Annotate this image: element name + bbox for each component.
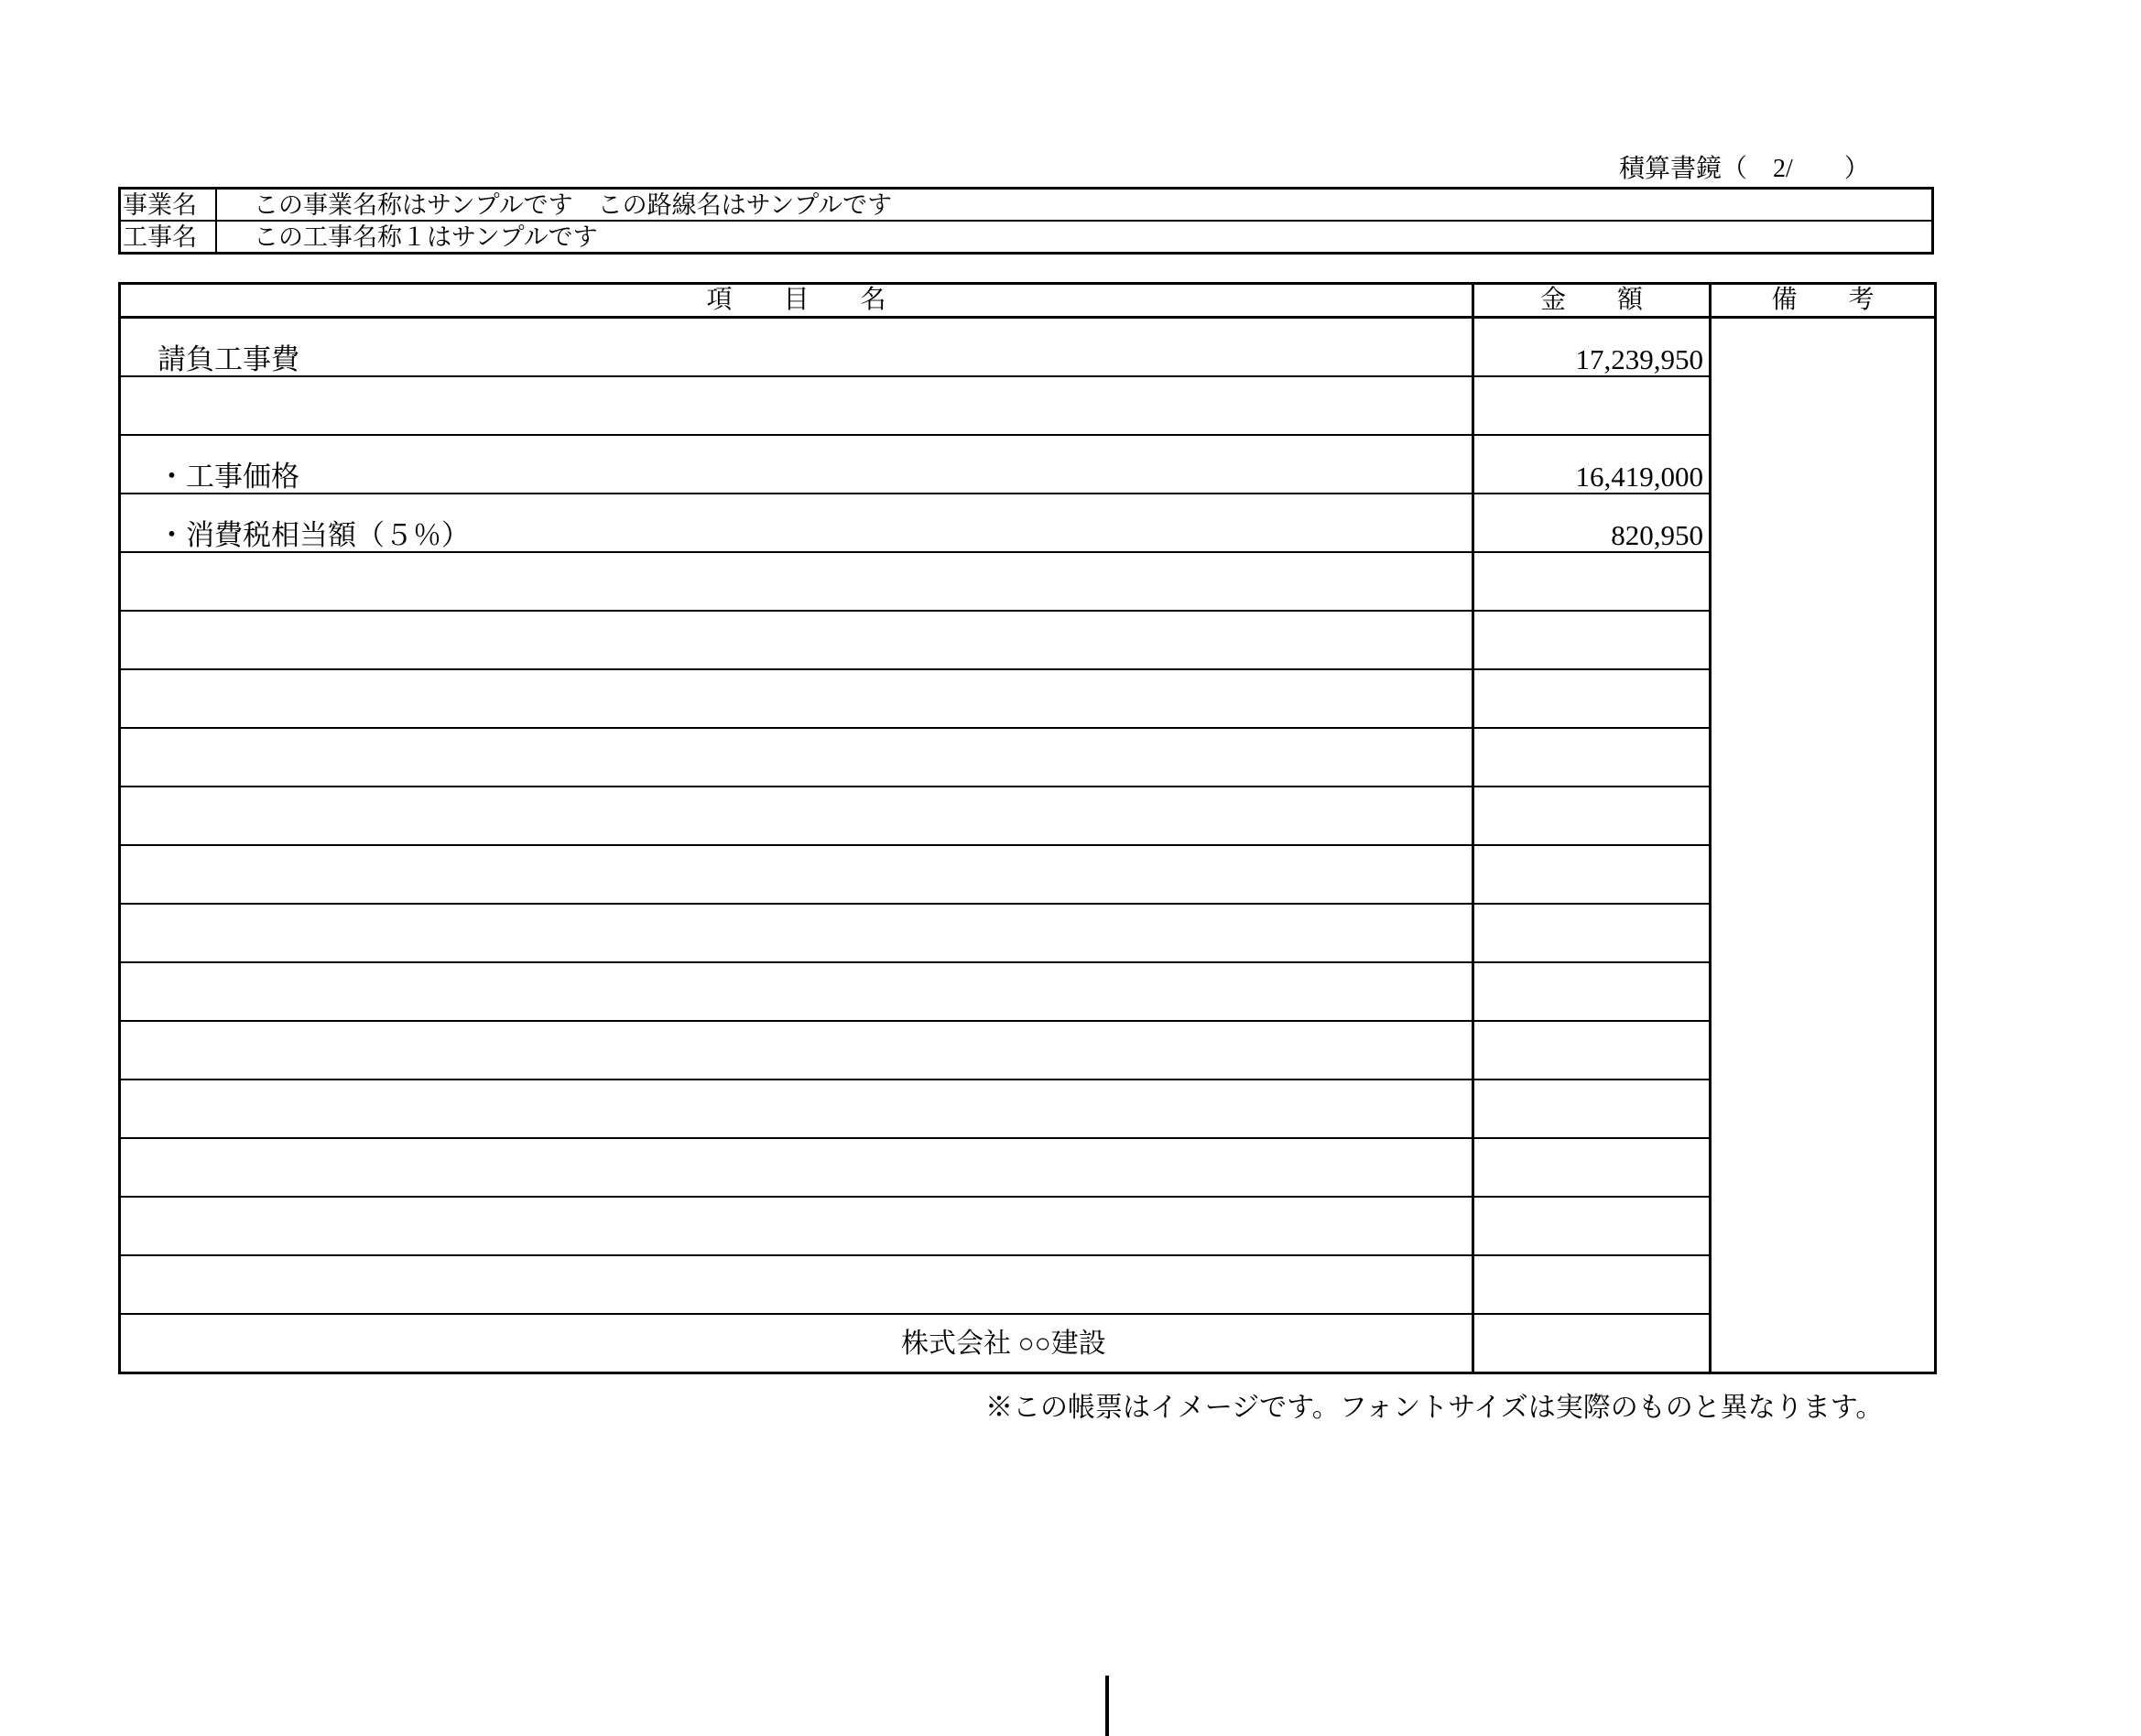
disclaimer-note: ※この帳票はイメージです。フォントサイズは実際のものと異なります。 xyxy=(985,1393,1884,1423)
table-row xyxy=(120,611,1936,669)
amount-cell xyxy=(1473,1314,1711,1373)
item-cell xyxy=(120,552,1473,611)
business-row xyxy=(120,189,1933,222)
amount-cell xyxy=(1473,376,1711,435)
business-label: 事業名 xyxy=(120,189,217,222)
amount-cell xyxy=(1473,669,1711,728)
table-row xyxy=(120,494,1936,552)
column-header-item: 項 目 名 xyxy=(120,284,1473,318)
amount-cell: 17,239,950 xyxy=(1473,318,1711,377)
estimate-table xyxy=(118,282,1937,1374)
item-cell: 請負工事費 xyxy=(120,318,1473,377)
item-cell xyxy=(120,1021,1473,1080)
table-row xyxy=(120,1197,1936,1255)
table-row xyxy=(120,1138,1936,1197)
table-row xyxy=(120,728,1936,787)
item-cell xyxy=(120,1080,1473,1138)
amount-cell: 16,419,000 xyxy=(1473,435,1711,494)
table-row xyxy=(120,1255,1936,1314)
table-header-row xyxy=(120,284,1936,318)
amount-cell xyxy=(1473,552,1711,611)
table-row xyxy=(120,962,1936,1021)
table-row xyxy=(120,318,1936,377)
project-info-box xyxy=(118,187,1934,255)
table-row xyxy=(120,435,1936,494)
amount-cell xyxy=(1473,1197,1711,1255)
item-cell xyxy=(120,904,1473,962)
column-header-note: 備 考 xyxy=(1711,284,1936,318)
item-cell xyxy=(120,1255,1473,1314)
work-value: この工事名称１はサンプルです xyxy=(216,221,1933,254)
column-header-amount: 金 額 xyxy=(1473,284,1711,318)
company-name: 株式会社 ○○建設 xyxy=(901,1329,1106,1359)
amount-cell xyxy=(1473,1255,1711,1314)
amount-cell xyxy=(1473,728,1711,787)
amount-cell xyxy=(1473,962,1711,1021)
item-cell xyxy=(120,787,1473,845)
item-cell xyxy=(120,1314,1473,1373)
table-row xyxy=(120,904,1936,962)
table-row xyxy=(120,552,1936,611)
amount-cell: 820,950 xyxy=(1473,494,1711,552)
item-cell xyxy=(120,845,1473,904)
amount-cell xyxy=(1473,787,1711,845)
work-row xyxy=(120,221,1933,254)
note-cell xyxy=(1105,1676,1109,1736)
amount-cell xyxy=(1473,1138,1711,1197)
item-cell xyxy=(120,376,1473,435)
table-row xyxy=(120,1021,1936,1080)
amount-cell xyxy=(1473,1021,1711,1080)
amount-cell xyxy=(1473,611,1711,669)
amount-cell xyxy=(1473,845,1711,904)
table-row xyxy=(120,1080,1936,1138)
item-cell xyxy=(120,1197,1473,1255)
amount-cell xyxy=(1473,1080,1711,1138)
table-row xyxy=(120,376,1936,435)
business-value: この事業名称はサンプルです この路線名はサンプルです xyxy=(216,189,1933,222)
item-cell: ・工事価格 xyxy=(120,435,1473,494)
table-body xyxy=(120,318,1936,1373)
amount-cell xyxy=(1473,904,1711,962)
work-label: 工事名 xyxy=(120,221,217,254)
item-cell xyxy=(120,669,1473,728)
item-cell: ・消費税相当額（５％） xyxy=(120,494,1473,552)
item-cell xyxy=(120,611,1473,669)
item-cell xyxy=(120,1138,1473,1197)
item-cell xyxy=(120,962,1473,1021)
table-row xyxy=(120,669,1936,728)
item-cell xyxy=(120,728,1473,787)
table-row xyxy=(120,787,1936,845)
document-title: 積算書鏡（ 2/ ） xyxy=(1619,155,1870,183)
table-row xyxy=(120,845,1936,904)
